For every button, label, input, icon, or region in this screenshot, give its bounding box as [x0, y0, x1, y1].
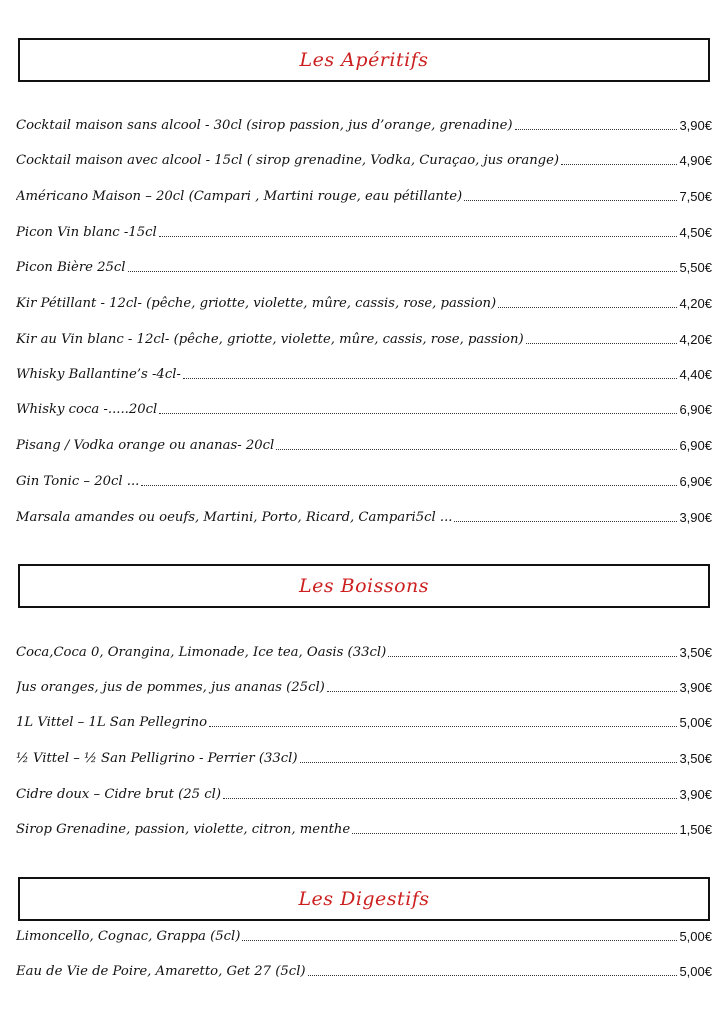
item-name: Gin Tonic – 20cl ...	[16, 474, 140, 489]
menu-item	[16, 185, 712, 205]
menu-item	[16, 398, 712, 418]
item-price: 3,90€	[679, 510, 712, 525]
menu-item	[16, 925, 712, 945]
item-price: 5,00€	[679, 715, 712, 730]
menu-item	[16, 506, 712, 526]
menu-item	[16, 114, 712, 134]
menu-item	[16, 256, 712, 276]
menu-item	[16, 363, 712, 383]
boissons-header	[18, 564, 710, 608]
dot-leader	[276, 448, 677, 450]
dot-leader	[128, 270, 678, 272]
item-name: Cocktail maison avec alcool - 15cl ( sirop grenadine, Vodka, Curaçao, jus orange)	[16, 153, 560, 168]
item-name: Whisky Ballantine’s -4cl-	[16, 367, 181, 382]
item-price: 4,50€	[679, 225, 712, 240]
item-price: 3,90€	[679, 787, 712, 802]
item-price: 3,90€	[679, 118, 712, 133]
menu-item	[16, 960, 712, 980]
item-price: 5,00€	[679, 929, 712, 944]
item-price: 4,20€	[679, 332, 712, 347]
dot-leader	[352, 832, 677, 834]
item-price: 7,50€	[679, 189, 712, 204]
item-price: 3,50€	[679, 645, 712, 660]
menu-item	[16, 292, 712, 312]
item-name: Whisky coca -.....20cl	[16, 402, 158, 417]
menu-item	[16, 149, 712, 169]
item-name: Eau de Vie de Poire, Amaretto, Get 27 (5cl)	[16, 964, 306, 979]
dot-leader	[515, 128, 678, 130]
digestifs-title: Les Digestifs	[298, 888, 430, 910]
dot-leader	[308, 974, 678, 976]
menu-item	[16, 328, 712, 348]
item-price: 3,50€	[679, 751, 712, 766]
menu-item	[16, 434, 712, 454]
item-price: 4,20€	[679, 296, 712, 311]
dot-leader	[464, 199, 677, 201]
item-name: Pisang / Vodka orange ou ananas- 20cl	[16, 438, 275, 453]
item-name: Picon Vin blanc -15cl	[16, 225, 157, 240]
item-price: 4,90€	[679, 153, 712, 168]
item-price: 6,90€	[679, 402, 712, 417]
dot-leader	[223, 797, 677, 799]
dot-leader	[498, 306, 677, 308]
aperitifs-header	[18, 38, 710, 82]
menu-item	[16, 747, 712, 767]
item-name: Kir Pétillant - 12cl- (pêche, griotte, violette, mûre, cassis, rose, passion)	[16, 296, 497, 311]
item-name: Picon Bière 25cl	[16, 260, 126, 275]
dot-leader	[561, 163, 677, 165]
dot-leader	[141, 484, 677, 486]
item-price: 3,90€	[679, 680, 712, 695]
menu-item	[16, 221, 712, 241]
dot-leader	[159, 412, 677, 414]
item-name: Limoncello, Cognac, Grappa (5cl)	[16, 929, 241, 944]
digestifs-header	[18, 877, 710, 921]
item-price: 5,50€	[679, 260, 712, 275]
item-price: 6,90€	[679, 438, 712, 453]
menu-item	[16, 470, 712, 490]
dot-leader	[209, 725, 677, 727]
item-price: 6,90€	[679, 474, 712, 489]
dot-leader	[327, 690, 678, 692]
item-price: 5,00€	[679, 964, 712, 979]
dot-leader	[242, 939, 677, 941]
dot-leader	[183, 377, 678, 379]
item-name: 1L Vittel – 1L San Pellegrino	[16, 715, 208, 730]
dot-leader	[159, 235, 678, 237]
boissons-title: Les Boissons	[298, 575, 430, 597]
menu-item	[16, 783, 712, 803]
item-price: 4,40€	[679, 367, 712, 382]
item-name: Kir au Vin blanc - 12cl- (pêche, griotte, violette, mûre, cassis, rose, passion)	[16, 332, 524, 347]
dot-leader	[388, 655, 677, 657]
item-name: ½ Vittel – ½ San Pelligrino - Perrier (33cl)	[16, 751, 298, 766]
item-name: Cidre doux – Cidre brut (25 cl)	[16, 787, 221, 802]
aperitifs-title: Les Apéritifs	[299, 49, 429, 71]
dot-leader	[300, 761, 678, 763]
item-name: Jus oranges, jus de pommes, jus ananas (25cl)	[16, 680, 325, 695]
menu-item	[16, 818, 712, 838]
item-name: Américano Maison – 20cl (Campari , Martini rouge, eau pétillante)	[16, 189, 463, 204]
menu-item	[16, 641, 712, 661]
menu-item	[16, 676, 712, 696]
dot-leader	[526, 342, 678, 344]
item-name: Cocktail maison sans alcool - 30cl (sirop passion, jus d’orange, grenadine)	[16, 118, 513, 133]
item-name: Sirop Grenadine, passion, violette, citron, menthe	[16, 822, 351, 837]
item-name: Marsala amandes ou oeufs, Martini, Porto, Ricard, Campari5cl ...	[16, 510, 453, 525]
menu-item	[16, 711, 712, 731]
item-price: 1,50€	[679, 822, 712, 837]
dot-leader	[454, 520, 677, 522]
item-name: Coca,Coca 0, Orangina, Limonade, Ice tea, Oasis (33cl)	[16, 645, 387, 660]
